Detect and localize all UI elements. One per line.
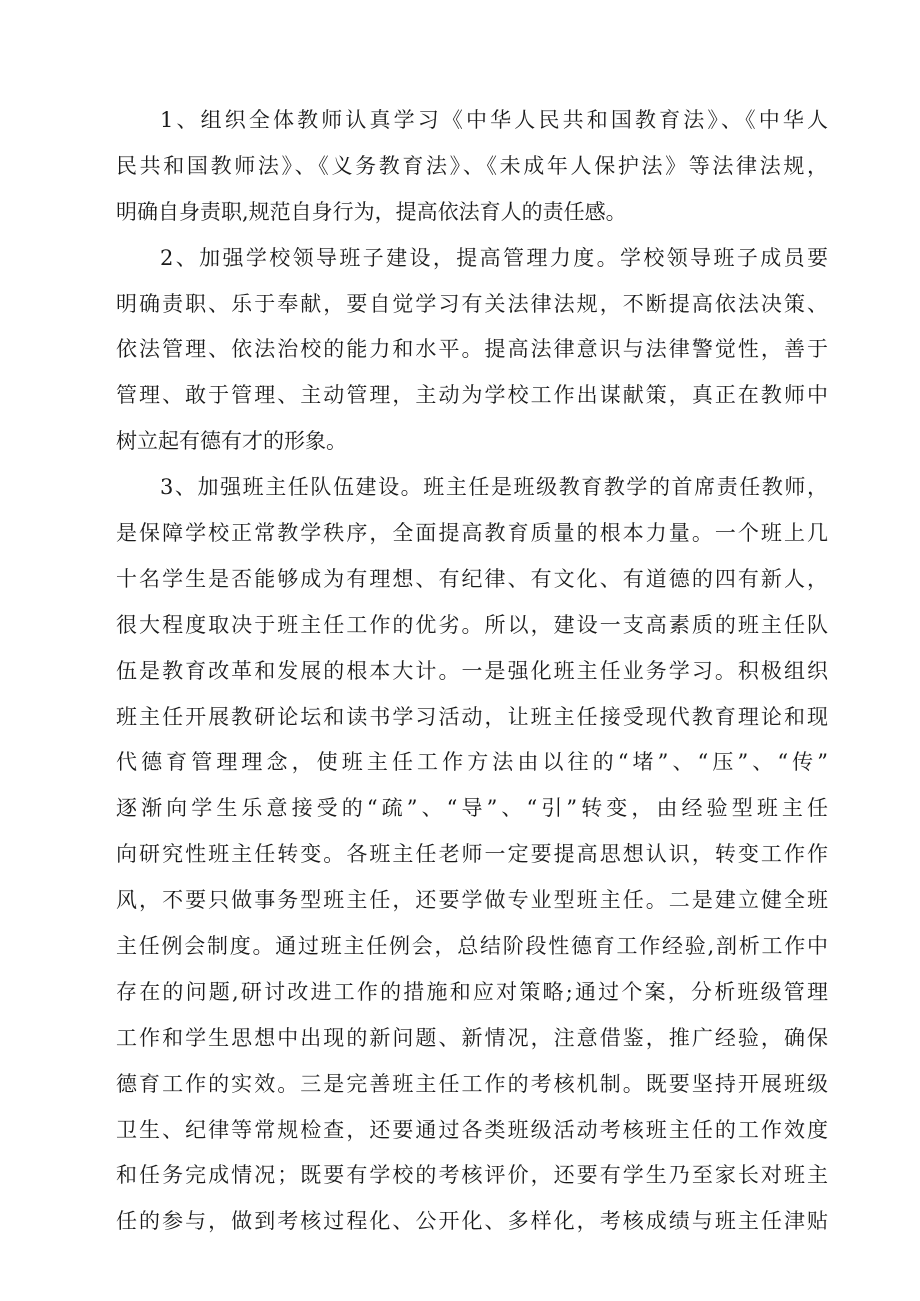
text-line: 是保障学校正常教学秩序，全面提高教育质量的根本力量。一个班上几 <box>116 521 828 546</box>
text-line: 1、组织全体教师认真学习《中华人民共和国教育法》、《中华人 <box>160 108 828 132</box>
text-line: 2、加强学校领导班子建设，提高管理力度。学校领导班子成员要 <box>160 245 828 270</box>
text-line: 伍是教育改革和发展的根本大计。一是强化班主任业务学习。积极组织 <box>116 658 828 683</box>
text-line: 向研究性班主任转变。各班主任老师一定要提高思想认识，转变工作作 <box>116 842 828 867</box>
paragraph-2 <box>116 236 828 465</box>
paragraph-1 <box>116 98 828 236</box>
text-line: 任的参与，做到考核过程化、公开化、多样化，考核成绩与班主任津贴 <box>116 1209 828 1234</box>
text-line: 代德育管理理念，使班主任工作方法由以往的“堵”、“压”、“传” <box>116 750 828 775</box>
text-line: 逐渐向学生乐意接受的“疏”、“导”、“引”转变，由经验型班主任 <box>116 796 828 821</box>
text-line: 德育工作的实效。三是完善班主任工作的考核机制。既要坚持开展班级 <box>116 1071 828 1096</box>
text-line: 主任例会制度。通过班主任例会，总结阶段性德育工作经验,剖析工作中 <box>116 934 828 959</box>
text-line: 明确自身责职,规范自身行为，提高依法育人的责任感。 <box>116 199 627 224</box>
text-line: 明确责职、乐于奉献，要自觉学习有关法律法规，不断提高依法决策、 <box>116 291 828 316</box>
text-line: 树立起有德有才的形象。 <box>116 429 347 454</box>
text-line: 管理、敢于管理、主动管理，主动为学校工作出谋献策，真正在教师中 <box>116 383 828 408</box>
text-line: 十名学生是否能够成为有理想、有纪律、有文化、有道德的四有新人， <box>116 566 828 591</box>
text-line: 和任务完成情况；既要有学校的考核评价，还要有学生乃至家长对班主 <box>116 1163 828 1188</box>
text-line: 民共和国教师法》、《义务教育法》、《未成年人保护法》等法律法规， <box>116 153 828 178</box>
text-line: 风，不要只做事务型班主任，还要学做专业型班主任。二是建立健全班 <box>116 888 828 913</box>
text-line: 3、加强班主任队伍建设。班主任是班级教育教学的首席责任教师， <box>160 475 828 500</box>
text-line: 工作和学生思想中出现的新问题、新情况，注意借鉴，推广经验，确保 <box>116 1025 828 1050</box>
text-line: 卫生、纪律等常规检查，还要通过各类班级活动考核班主任的工作效度 <box>116 1117 828 1142</box>
document-body <box>116 98 828 1245</box>
text-line: 很大程度取决于班主任工作的优劣。所以，建设一支高素质的班主任队 <box>116 612 828 637</box>
text-line: 依法管理、依法治校的能力和水平。提高法律意识与法律警觉性，善于 <box>116 337 828 362</box>
text-line: 班主任开展教研论坛和读书学习活动，让班主任接受现代教育理论和现 <box>116 704 828 729</box>
paragraph-3 <box>116 465 828 1245</box>
text-line: 存在的问题,研讨改进工作的措施和应对策略;通过个案，分析班级管理 <box>116 979 828 1004</box>
